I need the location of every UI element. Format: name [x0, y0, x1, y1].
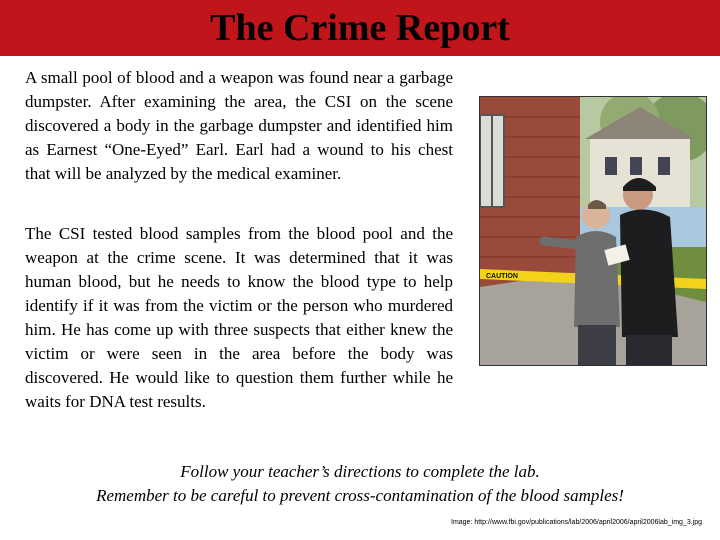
crime-scene-photo — [479, 96, 707, 366]
crime-report-paragraph-2: The CSI tested blood samples from the blood pool and the weapon at the crime scene. It was determined that it was human blood, but he needs to know the blood type to help identify if it was from the victim or the person who murdered him. He has come up with three suspects that either knew the victim or were seen in the area before the body was discovered. He would like to question them further while he waits for DNA test results. — [25, 224, 453, 411]
crime-scene-illustration — [480, 97, 706, 365]
image-credit: Image: http://www.fbi.gov/publications/lab/2006/april2006/april2006lab_img_3.jpg — [451, 519, 702, 526]
lab-instructions — [0, 460, 720, 508]
caution-tape-text-left: CAUTION — [486, 273, 518, 280]
crime-report-paragraph-1: A small pool of blood and a weapon was found near a garbage dumpster. After examining the area, the CSI on the scene discovered a body in the garbage dumpster and identified him as Earnest “One-Eyed” Earl. Earl had a wound to his chest that will be analyzed by the medical examiner. — [25, 68, 453, 183]
slide-title: The Crime Report — [210, 7, 510, 49]
title-bar — [0, 0, 720, 56]
instruction-line-2: Remember to be careful to prevent cross-contamination of the blood samples! — [96, 486, 624, 505]
instruction-line-1: Follow your teacher’s directions to complete the lab. — [180, 462, 540, 481]
